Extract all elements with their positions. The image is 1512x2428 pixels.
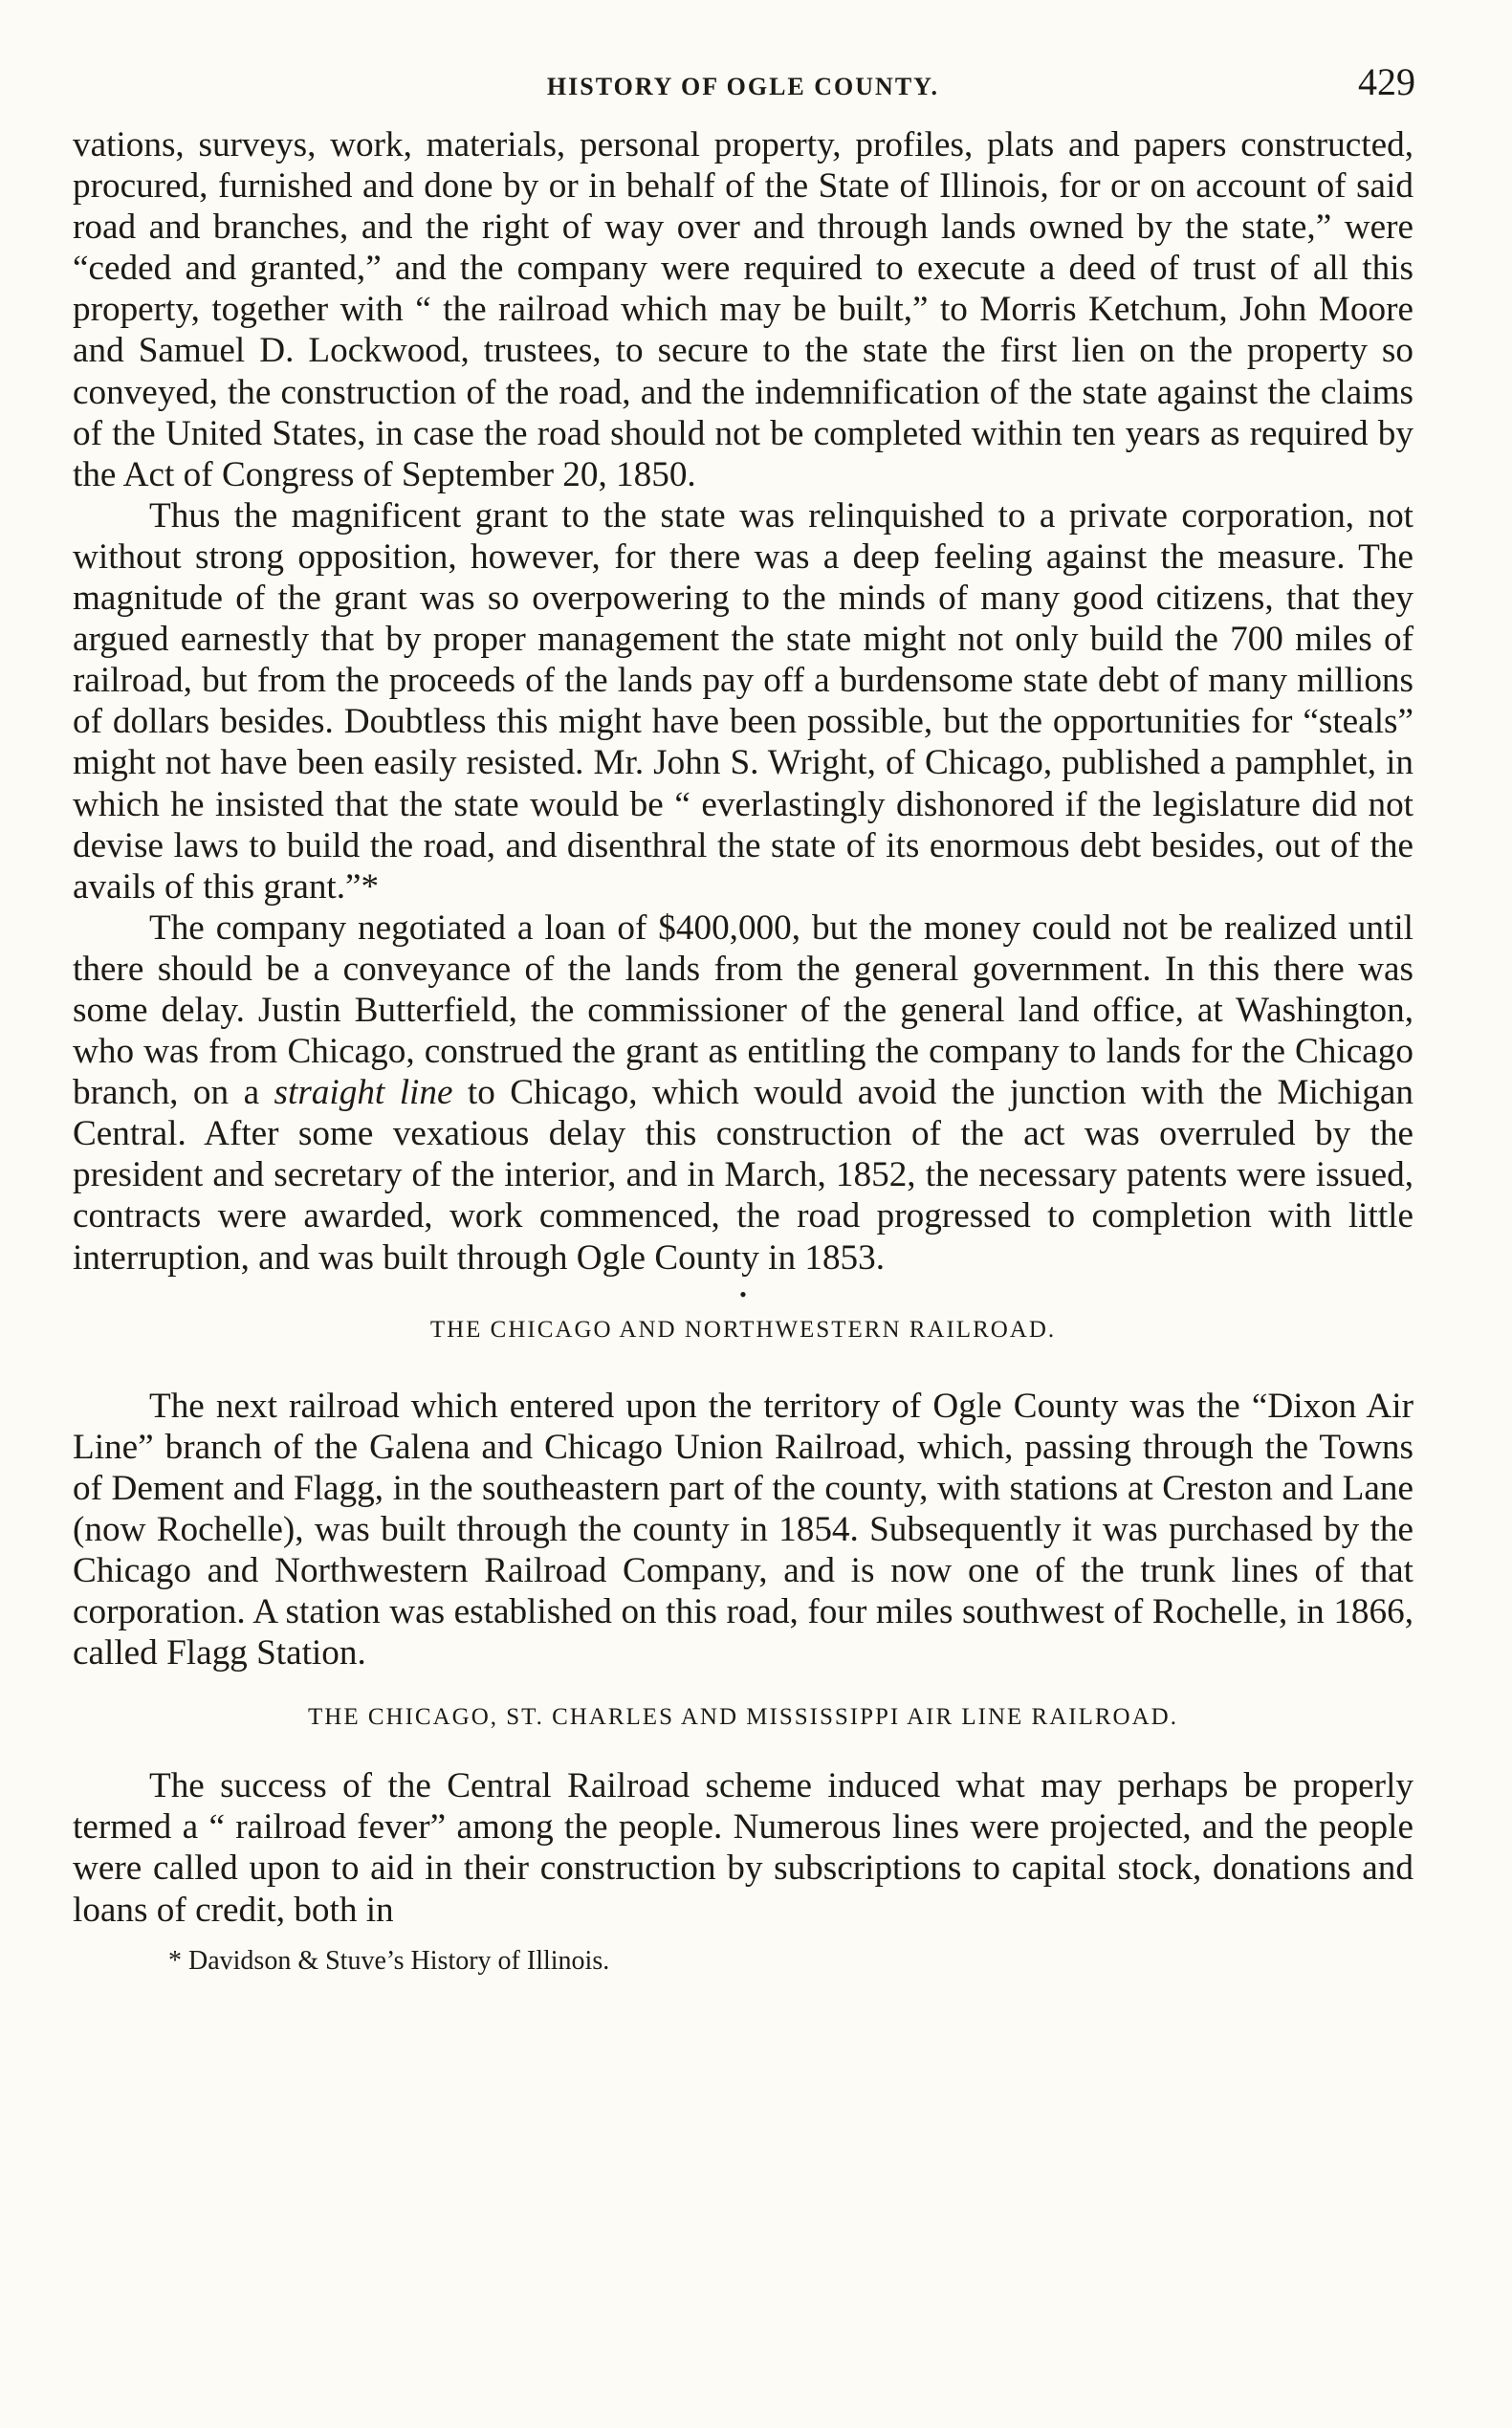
running-header — [73, 57, 1413, 124]
paragraph-railroad-fever: The success of the Central Railroad scheme induced what may perhaps be properly termed a “ railroad fever” among the people. Numerous lines were projected, and the people were called upon to aid in their construction by subscriptions to capital stock, donations and loans of credit, both in — [73, 1766, 1413, 1930]
paragraph-dixon-air-line: The next railroad which entered upon the territory of Ogle County was the “Dixon Air Line” branch of the Galena and Chicago Union Railroad, which, passing through the Towns of Dement and Flagg, in the southeastern part of the county, with stations at Creston and Lane (now Rochelle), was built through the county in 1854. Subsequently it was purchased by the Chicago and Northwestern Railroad Company, and is now one of the trunk lines of that corporation. A station was established on this road, four miles southwest of Rochelle, in 1866, called Flagg Station. — [73, 1386, 1413, 1673]
separator-mark: • — [739, 1281, 747, 1306]
paragraph-company-loan — [73, 908, 1413, 1279]
section-heading-st-charles-air-line: THE CHICAGO, ST. CHARLES AND MISSISSIPPI AIR LINE RAILROAD. — [308, 1704, 1178, 1731]
book-page — [73, 57, 1413, 1979]
section-heading-chicago-northwestern: THE CHICAGO AND NORTHWESTERN RAILROAD. — [429, 1316, 1057, 1343]
body-text — [73, 124, 1413, 1979]
emphasis-straight-line: straight line — [274, 1073, 453, 1113]
footnote: * Davidson & Stuve’s History of Illinois. — [168, 1945, 610, 1976]
paragraph-company-loan-text-1: The company negotiated a loan of $400,000, but the money could not be realized until there should be a conveyance of the lands from the general government. In this there was some delay. Justin Butterfield, the commissioner of the general land office, at Washington, who was from Chicago, construed the grant as entitling the company to lands for the Chicago branch, on a — [73, 908, 1413, 1113]
page-number: 429 — [1358, 60, 1415, 103]
running-title: HISTORY OF OGLE COUNTY. — [546, 73, 940, 100]
paragraph-continued: vations, surveys, work, materials, personal property, profiles, plats and papers constructed, procured, furnished and done by or in behalf of the State of Illinois, for or on account of said road and branches, and the right of way over and through lands owned by the state,” were “ceded and granted,” and the company were required to execute a deed of trust of all this property, together with “ the railroad which may be built,” to Morris Ketchum, John Moore and Samuel D. Lockwood, trustees, to secure to the state the first lien on the property so conveyed, the construction of the road, and the indemnification of the state against the claims of the United States, in case the road should not be completed within ten years as required by the Act of Congress of September 20, 1850. — [73, 125, 1413, 494]
paragraph-grant-relinquished: Thus the magnificent grant to the state was relinquished to a private corporation, not without strong opposition, however, for there was a deep feeling against the measure. The magnitude of the grant was so overpowering to the minds of many good citizens, that they argued earnestly that by proper management the state might not only build the 700 miles of railroad, but from the proceeds of the lands pay off a burdensome state debt of many millions of dollars besides. Doubtless this might have been possible, but the opportunities for “steals” might not have been easily resisted. Mr. John S. Wright, of Chicago, published a pamphlet, in which he insisted that the state would be “ everlastingly dishonored if the legislature did not devise laws to build the road, and disenthral the state of its enormous debt besides, out of the avails of this grant.”* — [73, 495, 1413, 907]
paragraph-company-loan-text-2: to Chicago, which would avoid the junction with the Michigan Central. After some vexatious delay this construction of the act was overruled by the president and secretary of the interior, and in March, 1852, the necessary patents were issued, contracts were awarded, work commenced, the road progressed to completion with little interruption, and was built through Ogle County in 1853. — [73, 1073, 1413, 1278]
